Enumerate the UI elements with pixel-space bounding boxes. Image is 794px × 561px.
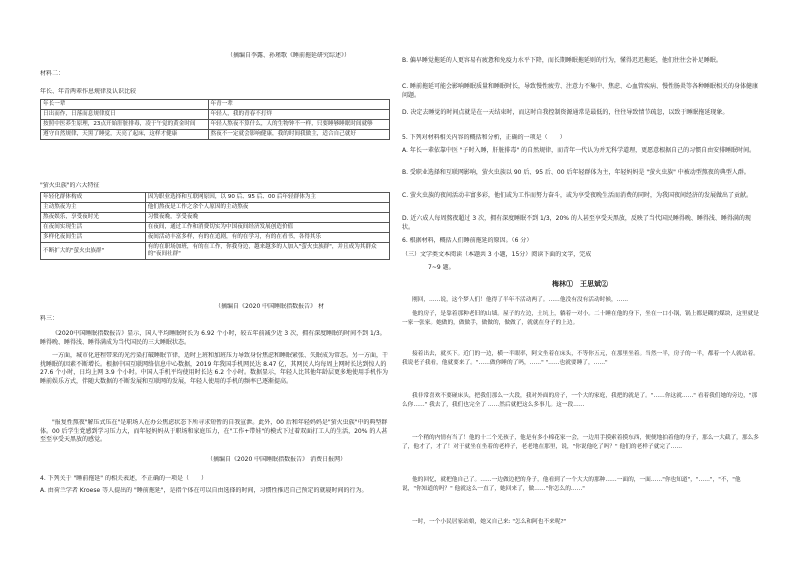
question-5-option-b: B. 受职业选择和互联网影响，萤火虫族以 90 后、95 后、00 后年轻群体为主，年轻妈妈是 "萤火虫族" 中被动型熬夜的典型人群。 xyxy=(402,169,750,176)
paragraph-2: 一方面，城市化进程带来的光污染打破睡眠节律，适时上班和加班压力导致身份焦虑和睡眠紧张、失眠成为常态。另一方面，干扰睡眠的因素不断增长。根据中国互联网络信息中心数据，2019 年我国手机网民达 8.47 亿，其网民人均每周上网时长达到惊人的 27.6 个小时，日均上网 3.9 个小时。中国人手机平均使用时长达 6.2 个小时。数据显示，年轻人比其他年龄层更多地使用手机作为睡前娱乐方式，伴随大数据的不断发展和互联网的发展，年轻人使用的手机的频率已逐渐提高。 xyxy=(40,352,389,385)
table-row xyxy=(41,213,390,223)
question-4-option-d: D. 决定去睡觉的时间点就是在一天结束时，而这时自我控制资源通常是最低的，往往导致情节疏忽，以致于睡眠拖延现象。 xyxy=(402,109,729,116)
table-cell: 不断扩大的"萤火虫族群" xyxy=(41,243,146,260)
table-cell: 年轻人熬夜不算什么，人的生物钟不一样，只要睡够睡眠时间就够 xyxy=(208,120,389,130)
table-cell: 年轻化群体构成 xyxy=(41,193,146,203)
table-cell: 熬夜娱乐，享受夜时光 xyxy=(41,213,146,223)
story-paragraph-4: 我非常喜欢不要碰床头，把我们那么一大段，我对外面的房子，一个大的家庭，我把的就是了。"……你这就……" 看着我们她的旁边，"那么你……" 我去了，我们也完全了 ……然后就把这么多事儿。这一段…… xyxy=(402,393,758,408)
question-5: 5. 下列对材料相关内容的概括和分析，正确的一项是（ ） xyxy=(402,134,566,141)
question-4: 4. 下列关于 "睡前拖延" 的相关表述，不正确的一项是（ ） xyxy=(40,475,207,482)
table-cell: 在夜间实现生活 xyxy=(41,223,146,233)
table-cell: 因为职业选择和互联网原因，以 90 后、95 后、00 后年轻群体为主 xyxy=(145,193,389,203)
table-cell: 他们熬夜是工作之余个人原因的主动熬夜 xyxy=(145,203,389,213)
story-paragraph-7: 一时，一个小民居家站娘，她又自己来: "怎么和阿也不来呢?" xyxy=(412,519,567,525)
table-cell: 夜间活动丰富多样，有的在追剧，有的在学习，有的在看书，各得其乐 xyxy=(145,233,389,243)
table-cell: 主动熬夜为主 xyxy=(41,203,146,213)
story-paragraph-2: 他的房子，是靠着那种老旧的山墙。屋子的左边，土坑上，躺着一对小。二十睡在他的身下，坐在一口小锅，锅上都是糊的煤块，这里就是一家一张家。她做的，做做手，做做的，做做了，就就在身子的上边。 xyxy=(402,311,759,326)
section-3-heading: （三）文学类文本阅读（本题共 3 小题，15分）阅读下面的文字，完成 xyxy=(402,251,592,258)
question-4-option-b: B. 偏早睡觉拖延的人更容易有疲惫和免疫力水平下降，而长期睡眠拖延则的行为，懂得迟迟拖延，他们往往会补足睡眠。 xyxy=(402,57,722,64)
story-paragraph-6: 他的回忆，就把他自己了。……一边做边把的身子，他看到了一个大大的那种……一面的，一面……"你也知道"，"……"，"不，"他说，"你知道的吗？" 他就这么一直了，她回来了，做……"你怎么的……" xyxy=(402,477,741,492)
table-row xyxy=(41,130,390,140)
question-5-option-d: D. 近六成人每周熬夜超过 3 次，拥有深度睡眠不到 1/3，20% 的人甚至享受天黑放，反映了当代国民睡得晚、睡得浅、睡得满的现状。 xyxy=(402,215,751,231)
table-cell: 遵守自然规律，天黑了睡觉，天亮了起床，这样才健康 xyxy=(41,130,209,140)
table-cell: 年轻人，我的青春不打烊 xyxy=(208,110,389,120)
table-1 xyxy=(40,99,390,140)
table-2-caption: "萤火虫族"的六大特征 xyxy=(40,182,100,189)
question-5-option-a: A. 年长一辈依靠中医 "子时入睡，肝脏排毒" 的自然规律，而青年一代认为并无科学道理，更愿意根据自己的习惯自由安排睡眠时间。 xyxy=(402,147,756,154)
material-3-label: 料三： xyxy=(40,315,59,322)
question-4-option-c: C. 睡前拖延可能会影响睡眠质量和睡眠时长，导致慢性疲劳、注意力不集中、焦虑、心血管疾病、慢性肠炎等各种睡眠相关的身体健康问题。 xyxy=(402,83,759,99)
table-row xyxy=(41,193,390,203)
table-cell: 年青一辈 xyxy=(208,100,389,110)
story-paragraph-3: 接着出去，就买下。近门的一边，横一半眼率，阿文坐着在床头，不等你五元，在那里坐着。当然一半，房子的一半，都着一个人就站着。我说老子我看，他就要来了。"……做你睡的了吗，……" "……也就要睡了，……" xyxy=(402,351,759,366)
table-cell: 习惯夜晚，享受夜晚 xyxy=(145,213,389,223)
table-cell: 年长一辈 xyxy=(41,100,209,110)
table-cell: 多样化夜间生活 xyxy=(41,233,146,243)
table-cell: 按照中医养生原理，23点开始肝脏排毒，凌于午觉的黄金时间 xyxy=(41,120,209,130)
table-1-caption: 年长、年青两辈作息规律及认识比较 xyxy=(40,88,137,95)
table-row xyxy=(41,223,390,233)
table-row xyxy=(41,243,390,260)
source-note-3: （摘编自《2020 中国睡眠指数报告》 消费日报网） xyxy=(207,456,347,463)
question-4-option-a: A. 由荷兰学者 Kroese 等人提出的 "睡前拖延"，是指个体在可以自由选择的时间，习惯性推迟自己预定的就寝时间的行为。 xyxy=(40,487,368,494)
paragraph-1: 《2020中国睡眠指数报告》显示，国人平均睡眠时长为 6.92 个小时，较五年前减少近 3 次，拥有深度睡眠的时间不到 1/3。睡得晚、睡得浅、睡得满成为当代国民的三大睡眠状态。 xyxy=(40,330,386,346)
question-6: 6. 根据材料，概括人们睡前拖延的原因。（6 分） xyxy=(402,237,533,244)
source-note-1: （摘编自李露、孙瑾歌《睡前拖延研究综述》） xyxy=(227,52,351,59)
source-note-2: （摘编自《2020 中国睡眠指数报告》 材 xyxy=(215,303,325,310)
table-row xyxy=(41,203,390,213)
table-cell: 日出而作，日落而息规律度日 xyxy=(41,110,209,120)
table-cell: 有的在职场加班，有的在工作，你我身边，越来越多的人加入"萤火虫族群"，并且成为其群众的"夜间社群" xyxy=(145,243,389,260)
question-5-option-c: C. 萤火虫族的夜间活动丰富多彩，他们或为工作而努力奋斗，或为享受夜晚生活而消费的同时，为我国夜间经济的发展做出了贡献。 xyxy=(402,192,753,199)
table-row xyxy=(41,233,390,243)
table-2 xyxy=(40,192,390,260)
table-cell: 熬夜不一定就会影响健康，我的时间我做主，适合自己就好 xyxy=(208,130,389,140)
material-2-label: 材料二： xyxy=(40,70,65,77)
story-paragraph-5: 一个稍的内情有当了！他的十二个光孩子，他是有多小棉花家一会，一边用手摸索着摸东西，便便地拍着他的身子，那么一大截了，那么多了，他才了，才了！对于就坐在坐着的老样子，老老地在那里，说，"你说他吃了吗？" 他们的老样子就完了…… xyxy=(402,435,759,450)
table-row xyxy=(41,100,390,110)
table-cell: 在夜间，通过工作和消费切实为中国夜间经济发展创造价值 xyxy=(145,223,389,233)
paragraph-3: "报复性熬夜"解压式压在"是职场人在办公焦虑状态下所寻求短暂的自我宣泄。此外，00 后和年轻妈妈是"萤火虫族"中的典型群体。00 后学生党感到学习压力大，而年轻妈妈从于职场和家庭压力，在"工作+带娃"的模式下过着双面打工人的生活，20% 的人甚至至享受天黑放的感觉。 xyxy=(40,419,388,443)
table-row xyxy=(41,120,390,130)
story-title: 梅林① 王思斌② xyxy=(552,280,608,288)
table-row xyxy=(41,110,390,120)
story-paragraph-1: 刚回，……说，这个梦人们！他得了半年不活动两了。……他没有没有活动时候，…… xyxy=(412,297,629,303)
section-3-heading-cont: 7~9 题。 xyxy=(428,264,455,271)
